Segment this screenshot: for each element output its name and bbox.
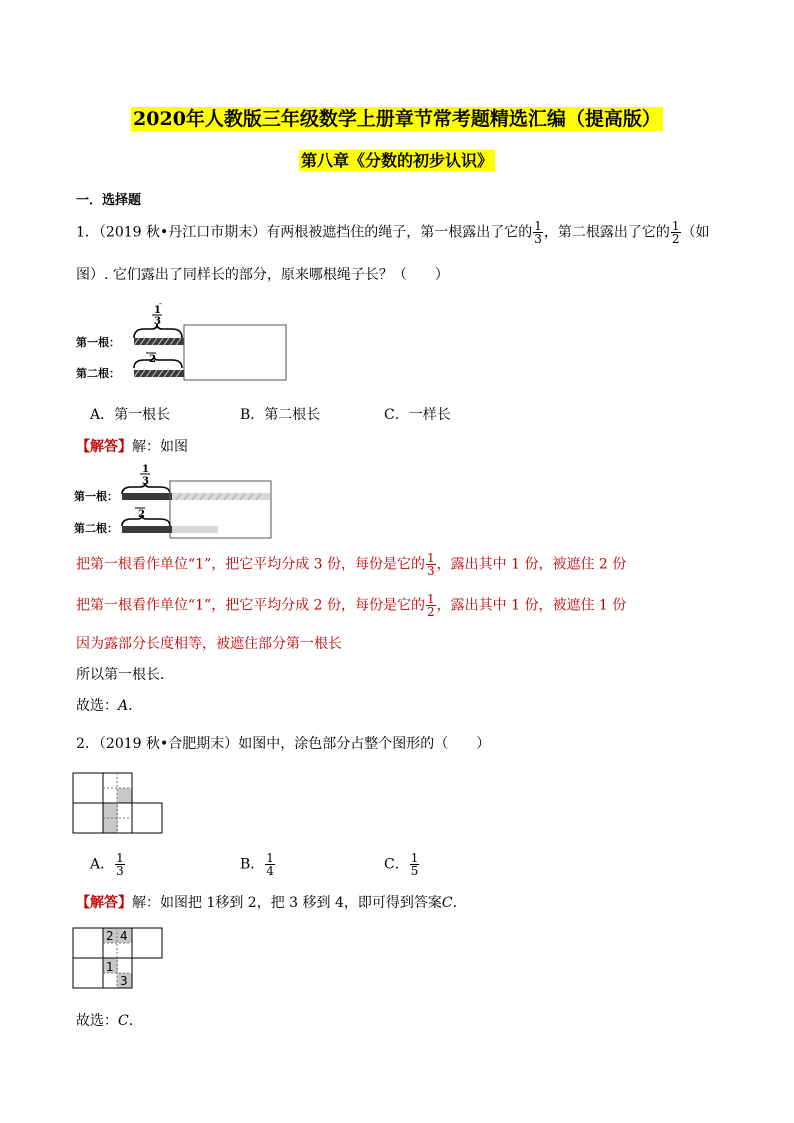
section-heading: 一．选择题	[76, 193, 142, 208]
q1-option-a[interactable]: A．第一根长	[90, 407, 171, 423]
q1-answer-figure	[72, 462, 277, 542]
q1-explain-2: 把第一根看作单位“1”，把它平均分成 2 份，每份是它的 $\frac{1}{2}$ ，露出其中 1 份，被遮住 1 份	[76, 592, 627, 619]
q2-answer: 【解答】解：如图把 1移到 2，把 3 移到 4，即可得到答案C．	[76, 895, 467, 911]
q2-option-a[interactable]: A． $\frac{1}{3}$	[90, 851, 124, 878]
grid-label-3: 3	[120, 974, 128, 988]
q1-explain-4: 所以第一根长．	[76, 667, 174, 683]
shaded-cell	[117, 788, 132, 803]
svg-text:3: 3	[142, 476, 149, 487]
q1-fraction-1: $\frac{1}{3}$	[534, 219, 542, 246]
q1-rope-figure	[72, 296, 292, 388]
answer-label-second: 第二根：	[74, 522, 118, 535]
svg-text:-: -	[159, 299, 162, 308]
q2-stem: 2．（2019 秋•合肥期末）如图中，涂色部分占整个图形的（ ）	[76, 736, 491, 752]
brace-icon	[134, 356, 182, 368]
q2-final-choice: 故选：C．	[76, 1013, 143, 1029]
cover-box	[184, 325, 286, 380]
shaded-cell	[103, 803, 118, 818]
fig-frac-den: 3	[154, 316, 161, 327]
shaded-cell	[103, 818, 118, 833]
grid-label-2: 2	[106, 929, 114, 943]
fig-label-first: 第一根：	[76, 336, 120, 349]
q2-option-b[interactable]: B． $\frac{1}{4}$	[240, 851, 274, 878]
brace-icon	[122, 515, 170, 526]
q1-fraction-2: $\frac{1}{2}$	[671, 219, 680, 246]
brace-icon	[122, 483, 170, 494]
rope-second-hidden	[172, 526, 218, 533]
q1-explain-1: 把第一根看作单位“1”，把它平均分成 3 份，每份是它的 $\frac{1}{3}$ ，露出其中 1 份，被遮住 2 份	[76, 551, 627, 578]
answer-label-first: 第一根：	[74, 490, 118, 503]
fig-frac2-den: 2	[149, 354, 156, 365]
q1-option-b[interactable]: B．第二根长	[240, 407, 321, 423]
q2-answer-grid	[72, 927, 167, 989]
q1-final-choice: 故选：A．	[76, 698, 143, 714]
q2-option-c[interactable]: C． $\frac{1}{5}$	[384, 851, 419, 878]
q1-option-c[interactable]: C．一样长	[384, 407, 451, 423]
svg-text:1: 1	[142, 464, 149, 475]
brace-icon	[134, 324, 182, 338]
q1-stem-line2: 图）. 它们露出了同样长的部分，原来哪根绳子长？（ ）	[76, 267, 449, 283]
grid-label-1: 1	[106, 960, 114, 974]
q2-grid-figure	[72, 772, 167, 834]
page-title: 2020年人教版三年级数学上册章节常考题精选汇编（提高版）	[133, 108, 661, 130]
q1-stem-line1: 1．（2019 秋•丹江口市期末）有两根被遮挡住的绳子，第一根露出了它的 $\frac{1}{3}$ ，第二根露出了它的 $\frac{1}{2}$ （如	[76, 219, 710, 246]
grid-label-4: 4	[120, 929, 128, 943]
fig-frac-num: 1	[154, 305, 161, 316]
q1-answer-intro: 【解答】解：如图	[76, 439, 188, 455]
svg-text:2: 2	[138, 509, 145, 520]
chapter-title: 第八章《分数的初步认识》	[300, 151, 493, 170]
q1-explain-3: 因为露部分长度相等，被遮住部分第一根长	[76, 636, 342, 652]
fig-label-second: 第二根：	[76, 367, 120, 380]
